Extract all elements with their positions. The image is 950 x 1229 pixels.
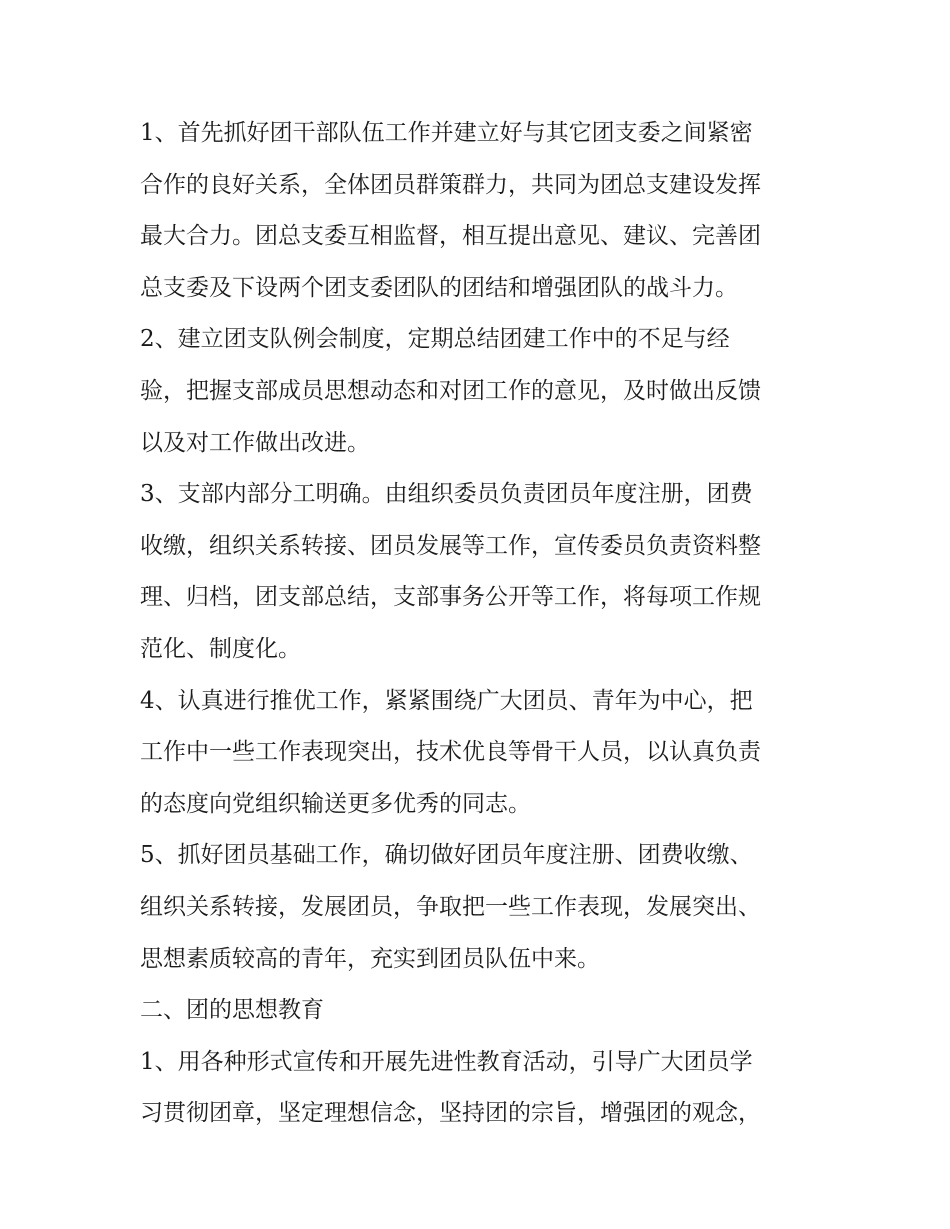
text-line: 2、建立团支队例会制度，定期总结团建工作中的不足与经 bbox=[140, 326, 730, 353]
text-line: 4、认真进行推优工作，紧紧围绕广大团员、青年为中心，把 bbox=[140, 687, 753, 714]
text-line: 3、支部内部分工明确。由组织委员负责团员年度注册，团费 bbox=[140, 481, 753, 508]
text-line: 习贯彻团章，坚定理想信念，坚持团的宗旨，增强团的观念， bbox=[140, 1100, 761, 1127]
section-heading: 二、团的思想教育 bbox=[140, 997, 324, 1024]
text-line: 最大合力。团总支委互相监督，相互提出意见、建议、完善团 bbox=[140, 223, 761, 250]
text-line: 工作中一些工作表现突出，技术优良等骨干人员，以认真负责 bbox=[140, 739, 761, 766]
text-line: 5、抓好团员基础工作，确切做好团员年度注册、团费收缴、 bbox=[140, 842, 753, 869]
text-line: 1、首先抓好团干部队伍工作并建立好与其它团支委之间紧密 bbox=[140, 120, 753, 146]
text-line: 总支委及下设两个团支委团队的团结和增强团队的战斗力。 bbox=[140, 274, 738, 301]
text-line: 收缴，组织关系转接、团员发展等工作，宣传委员负责资料整 bbox=[140, 532, 761, 559]
text-line: 的态度向党组织输送更多优秀的同志。 bbox=[140, 790, 531, 817]
text-line: 1、用各种形式宣传和开展先进性教育活动，引导广大团员学 bbox=[140, 1048, 753, 1075]
text-line: 合作的良好关系，全体团员群策群力，共同为团总支建设发挥 bbox=[140, 171, 761, 198]
text-line: 验，把握支部成员思想动态和对团工作的意见，及时做出反馈 bbox=[140, 377, 761, 404]
text-line: 组织关系转接，发展团员，争取把一些工作表现，发展突出、 bbox=[140, 893, 761, 920]
text-line: 以及对工作做出改进。 bbox=[140, 429, 370, 456]
text-line: 范化、制度化。 bbox=[140, 635, 301, 662]
document-body bbox=[140, 108, 820, 1140]
text-line: 思想素质较高的青年，充实到团员队伍中来。 bbox=[140, 945, 600, 972]
text-line: 理、归档，团支部总结，支部事务公开等工作，将每项工作规 bbox=[140, 584, 761, 611]
